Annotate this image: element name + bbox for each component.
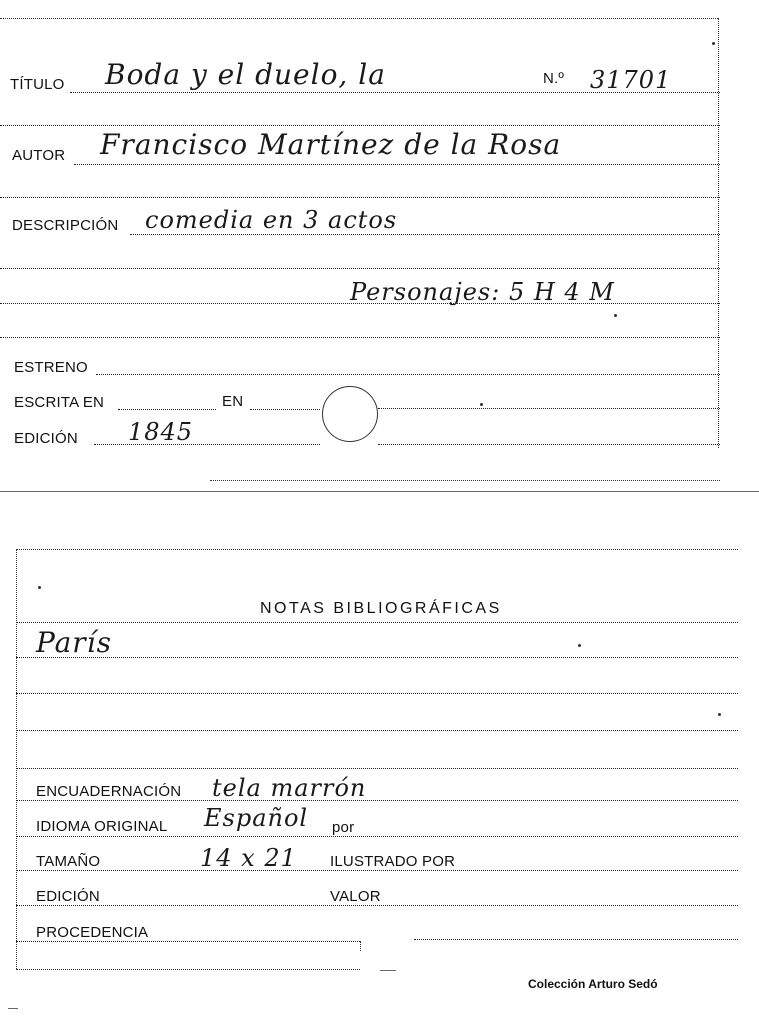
rule [16,905,738,906]
notas-value: París [36,626,112,659]
speck [712,42,715,45]
valor-label: VALOR [330,888,381,905]
rule [16,657,738,658]
rule [16,768,738,769]
procedencia-label: PROCEDENCIA [36,924,149,941]
numero-value: 31701 [590,66,672,94]
autor-value: Francisco Martínez de la Rosa [100,128,562,161]
rule [118,409,216,410]
rule [0,197,720,198]
en-label: EN [222,393,244,410]
personajes-value: Personajes: 5 H 4 M [350,278,615,306]
rule [16,622,738,623]
speck [614,314,617,317]
rule [70,92,720,93]
edicion-label: EDICIÓN [36,888,100,905]
rule [16,836,738,837]
estreno-label: ESTRENO [14,359,88,376]
rule [16,693,738,694]
rule [94,444,320,445]
card-separator [0,491,759,492]
rule [16,800,738,801]
rule [130,234,720,235]
rule [74,164,720,165]
tab-edge [360,941,361,951]
notas-heading: NOTAS BIBLIOGRÁFICAS [260,600,502,617]
rule [0,303,720,304]
tamano-value: 14 x 21 [200,844,297,872]
rule [96,374,720,375]
speck [578,644,581,647]
ilustrado-label: ILUSTRADO POR [330,853,456,870]
titulo-value: Boda y el duelo, la [105,58,386,91]
rule [0,125,720,126]
speck [480,403,483,406]
card-left-edge [16,549,17,969]
rule [0,337,720,338]
rule [0,268,720,269]
por-label: por [332,819,355,836]
card-right-edge [718,18,719,448]
edicion-label: EDICIÓN [14,430,78,447]
autor-label: AUTOR [12,147,66,164]
numero-label: N.º [543,70,565,87]
idioma-value: Español [204,804,309,832]
card-bottom-edge [210,480,720,481]
rule [16,730,738,731]
collection-credit: Colección Arturo Sedó [528,977,658,991]
rule [16,870,738,871]
card-top-edge [0,18,718,19]
card-bottom-edge [16,969,360,970]
mark [380,970,396,971]
rule [378,444,720,445]
titulo-label: TÍTULO [10,76,65,93]
punch-hole [322,386,378,442]
descripcion-value: comedia en 3 actos [145,206,398,234]
card-top-edge [16,549,738,550]
speck [38,586,41,589]
mark [8,1008,18,1009]
speck [718,713,721,716]
idioma-label: IDIOMA ORIGINAL [36,818,168,835]
encuadernacion-label: ENCUADERNACIÓN [36,783,182,800]
edicion-value: 1845 [128,418,194,446]
escrita-en-label: ESCRITA EN [14,394,105,411]
tamano-label: TAMAÑO [36,853,101,870]
rule [414,939,738,940]
rule [16,941,360,942]
rule [378,408,720,409]
descripcion-label: DESCRIPCIÓN [12,217,119,234]
encuadernacion-value: tela marrón [212,774,367,802]
rule [250,409,320,410]
